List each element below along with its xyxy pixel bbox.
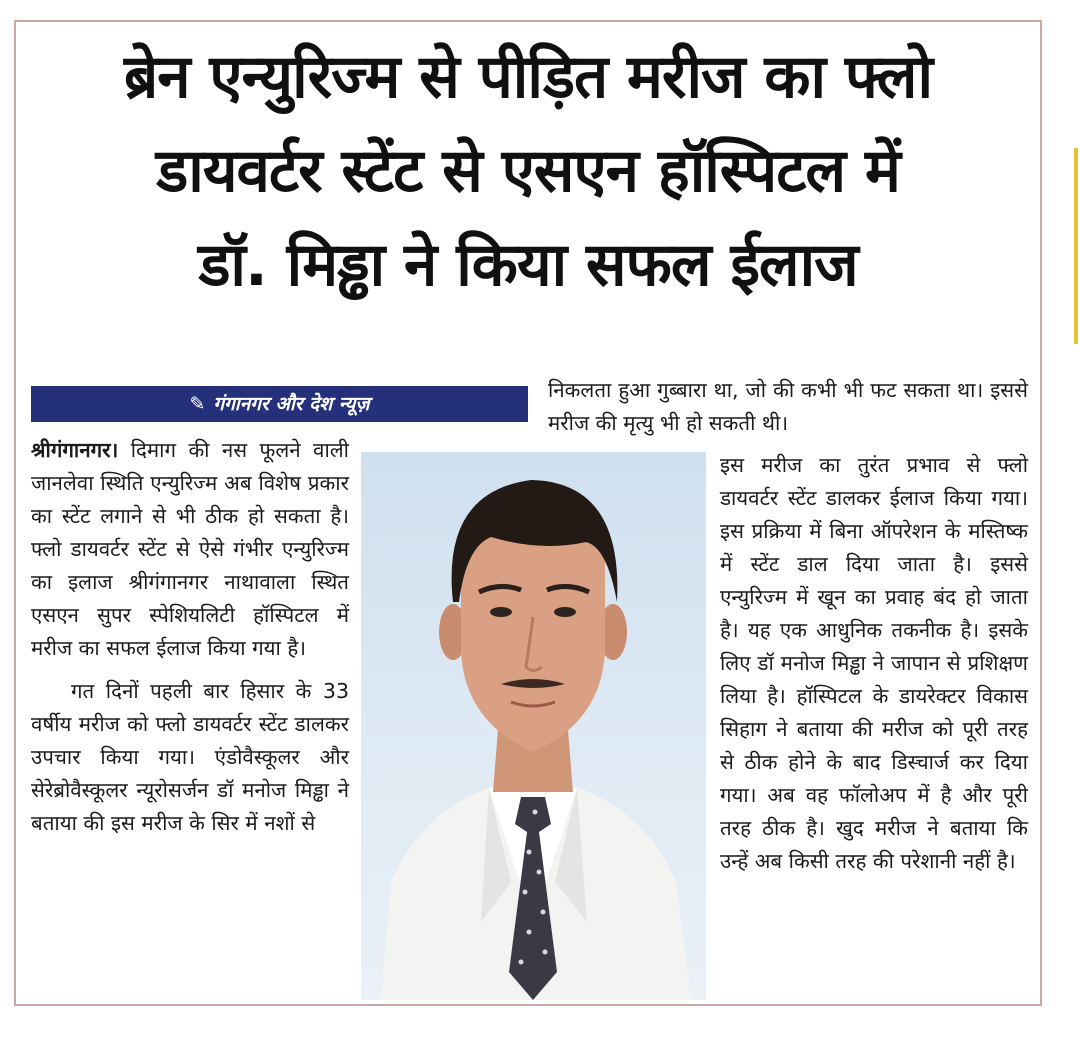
paragraph-1-text: दिमाग की नस फूलने वाली जानलेवा स्थिति एन्युरिज्म अब विशेष प्रकार का स्टेंट लगाने से भी ठीक हो सकता है। फ्लो डायवर्टर स्टेंट से ऐसे गंभीर एन्युरिज्म का इलाज श्रीगंगानगर नाथावाला स्थित एसएन सुपर स्पेशियलिटी हॉस्पिटल में मरीज का सफल ईलाज किया गया है।: [31, 438, 349, 660]
article-column-left: [31, 434, 349, 840]
dateline: श्रीगंगानगर।: [31, 438, 119, 462]
paragraph-1: [31, 434, 349, 665]
portrait-illustration: [361, 452, 706, 1000]
paragraph-3-continued: इस मरीज का तुरंत प्रभाव से फ्लो डायवर्टर स्टेंट डालकर ईलाज किया गया। इस प्रक्रिया में बिना ऑपरेशन के मस्तिष्क में स्टेंट डाल दिया जाता है। इससे एन्युरिज्म में खून का प्रवाह बंद हो जाता है। यह एक आधुनिक तकनीक है। इसके लिए डॉ मनोज मिड्ढा ने जापान से प्रशिक्षण लिया है। हॉस्पिटल के डायरेक्टर विकास सिहाग ने बताया की मरीज को पूरी तरह से ठीक होने के बाद डिस्चार्ज कर दिया गया। अब वह फॉलोअप में है और पूरी तरह ठीक है। खुद मरीज ने बताया कि उन्हें अब किसी तरह की परेशानी नहीं है।: [720, 453, 1028, 873]
byline-text: गंगानगर और देश न्यूज़: [213, 393, 370, 415]
headline-line-3: डॉ. मिड्ढा ने किया सफल ईलाज: [198, 230, 858, 300]
headline-line-1: ब्रेन एन्युरिज्म से पीड़ित मरीज का फ्लो: [123, 42, 933, 112]
article-column-right: [720, 449, 1028, 878]
accent-rule: [1074, 148, 1078, 344]
headline: [20, 30, 1036, 312]
pen-icon: ✎: [189, 393, 206, 415]
paragraph-2: गत दिनों पहली बार हिसार के 33 वर्षीय मरीज को फ्लो डायवर्टर स्टेंट डालकर उपचार किया गया। एंडोवैस्कूलर और सेरेब्रोवैस्कूलर न्यूरोसर्जन डॉ मनोज मिड्ढा ने बताया की इस मरीज के सिर में नशों से: [31, 679, 349, 835]
article-column-top: [548, 374, 1028, 440]
headline-line-2: डायवर्टर स्टेंट से एसएन हॉस्पिटल में: [156, 136, 900, 206]
byline-bar: [31, 386, 528, 422]
doctor-portrait-photo: [361, 452, 706, 1000]
paragraph-3-start: निकलता हुआ गुब्बारा था, जो की कभी भी फट सकता था। इससे मरीज की मृत्यु भी हो सकती थी।: [548, 378, 1028, 435]
